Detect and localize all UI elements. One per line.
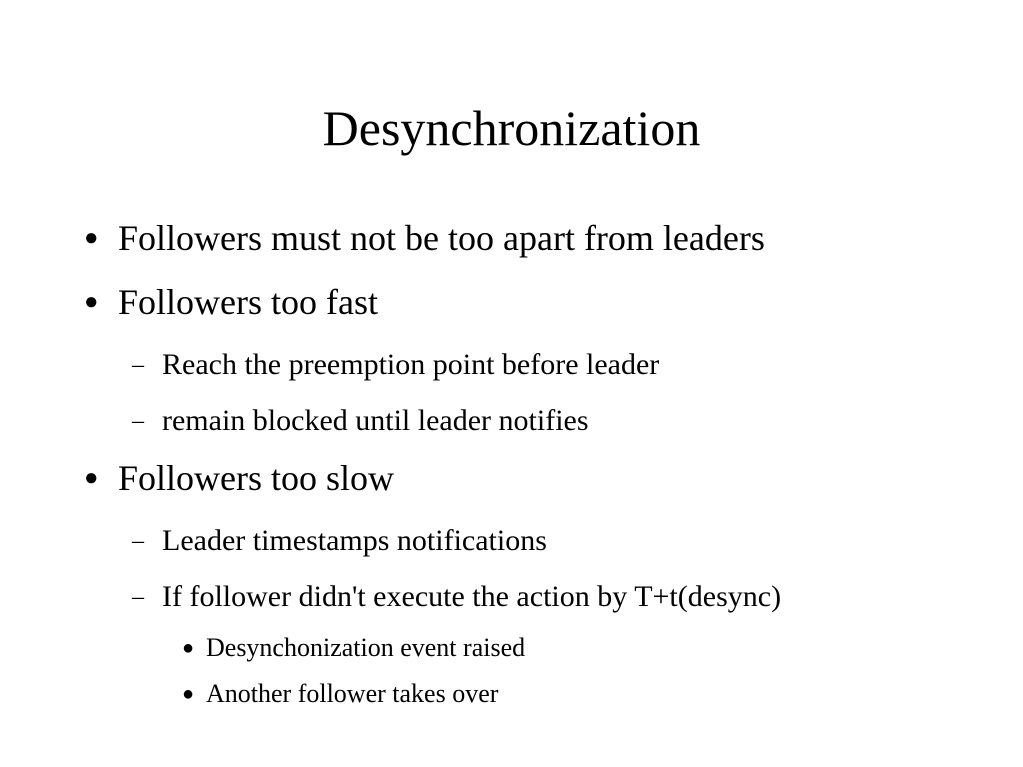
- slide-title: Desynchronization: [322, 100, 701, 156]
- sub-sub-bullet-text: Another follower takes over: [206, 679, 499, 708]
- sub-bullet-text: remain blocked until leader notifies: [162, 404, 589, 437]
- bullet-text: Followers too slow: [118, 458, 395, 498]
- dash-icon: –: [132, 528, 144, 554]
- dash-icon: –: [132, 352, 144, 378]
- sub-bullet-text: Leader timestamps notifications: [162, 524, 547, 557]
- sub-bullet-text: If follower didn't execute the action by T+t(desync): [162, 580, 782, 613]
- bullet-icon: ●: [182, 683, 195, 705]
- dash-icon: –: [132, 408, 144, 434]
- bullet-icon: ●: [84, 289, 99, 315]
- sub-sub-bullet-text: Desynchonization event raised: [206, 633, 526, 662]
- bullet-icon: ●: [84, 225, 99, 251]
- bullet-icon: ●: [84, 465, 99, 491]
- dash-icon: –: [132, 584, 144, 610]
- sub-bullet-text: Reach the preemption point before leader: [162, 348, 660, 381]
- bullet-text: Followers too fast: [118, 282, 378, 322]
- bullet-text: Followers must not be too apart from leaders: [118, 218, 765, 258]
- bullet-icon: ●: [182, 637, 195, 659]
